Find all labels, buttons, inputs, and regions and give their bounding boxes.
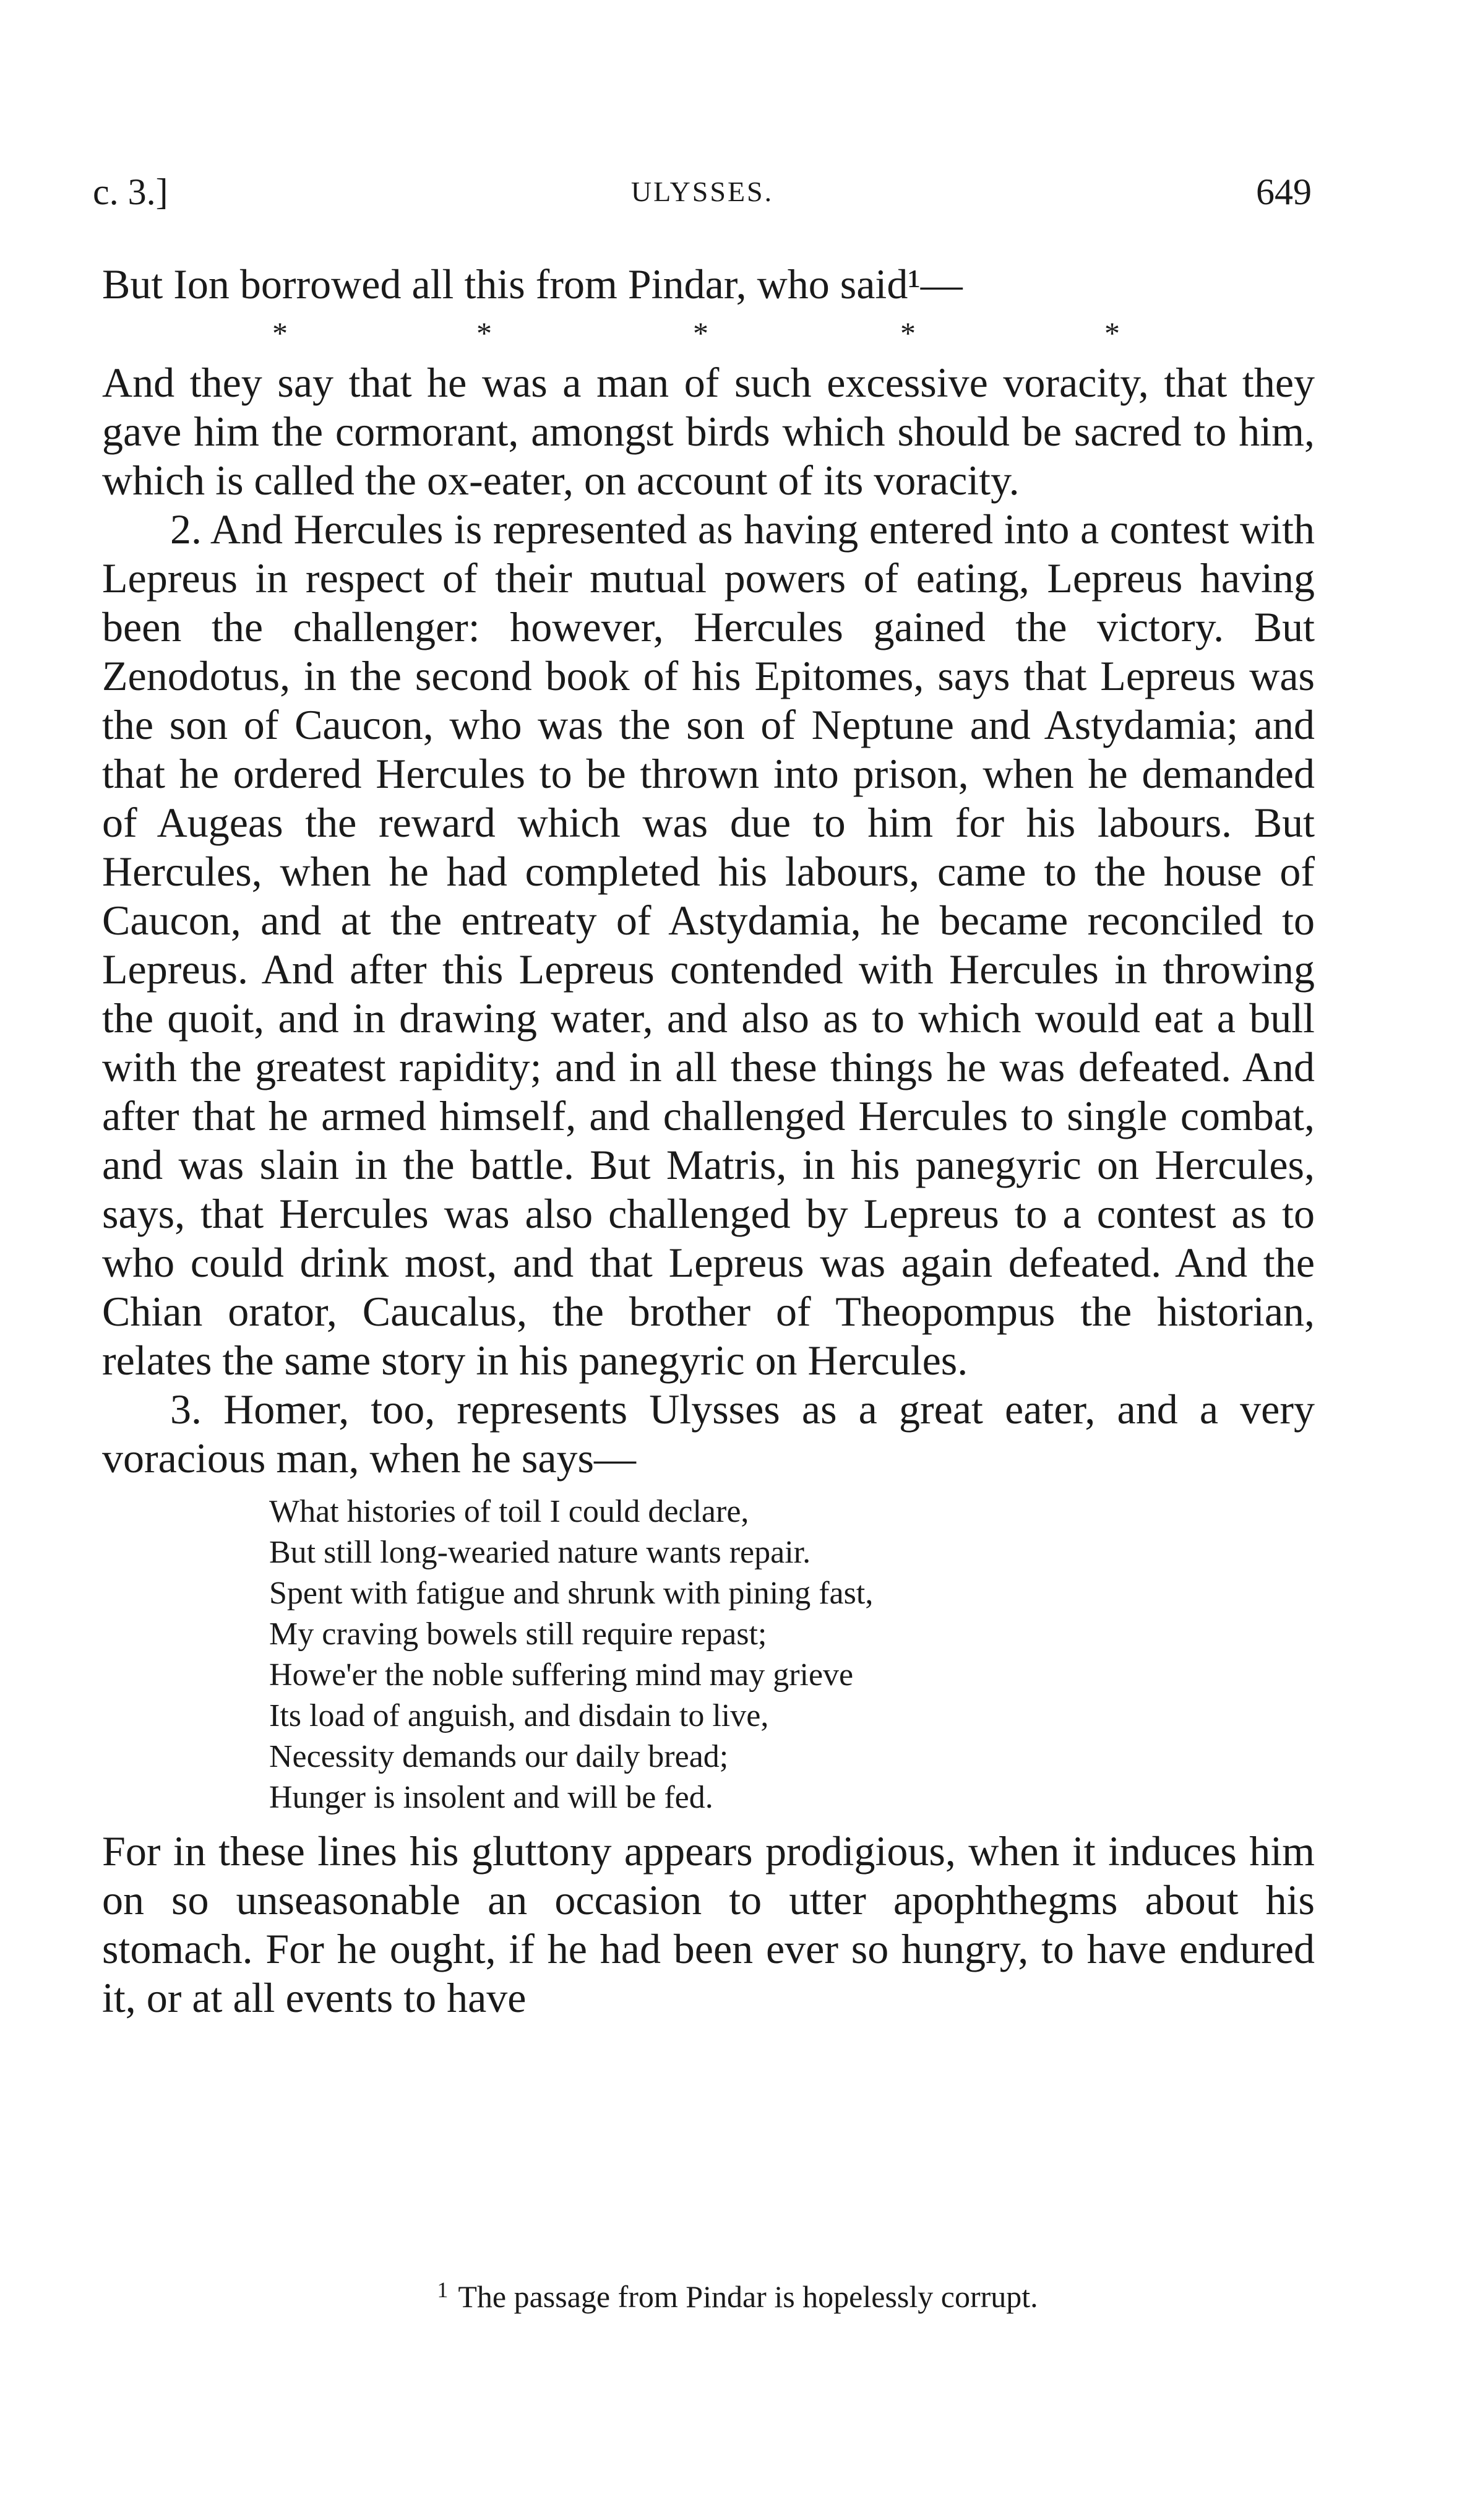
paragraph-3: 3. Homer, too, represents Ulysses as a great eater, and a very voracious man, when he says—	[102, 1386, 1315, 1482]
paragraph-2: 2. And Hercules is represented as having entered into a contest with Lepreus in respect of their mutual powers of eating, Lepreus having been the challenger: however, Hercules gained the victory. But Zenodotus, in the second book of his Epitomes, says that Lepreus was the son of Caucon, who was the son of Neptune and Astydamia; and that he ordered Hercules to be thrown into prison, when he demanded of Augeas the reward which was due to him for his labours. But Hercules, when he had completed his labours, came to the house of Caucon, and at the entreaty of Astydamia, he became reconciled to Lepreus. And after this Lepreus contended with Hercules in throwing the quoit, and in drawing water, and also as to which would eat a bull with the greatest rapidity; and in all these things he was defeated. And after that he armed himself, and challenged Hercules to single combat, and was slain in the battle. But Matris, in his panegyric on Hercules, says, that Hercules was also challenged by Lepreus to a contest as to who could drink most, and that Lepreus was again defeated. And the Chian orator, Caucalus, the brother of Theopompus the historian, relates the same story in his panegyric on Hercules.	[102, 506, 1315, 1384]
paragraph-4: For in these lines his gluttony appears prodigious, when it induces him on so unseasonable an occasion to utter apophthegms about his stomach. For he ought, if he had been ever so hungry, to have endured it, or at all events to have	[102, 1827, 1315, 2021]
paragraph-1: And they say that he was a man of such excessive voracity, that they gave him the cormorant, amongst birds which should be sacred to him, which is called the ox-eater, on account of its voracity.	[102, 359, 1315, 504]
star: *	[900, 316, 916, 350]
intro-line: But Ion borrowed all this from Pindar, who said¹—	[102, 261, 963, 308]
verse-line: My craving bowels still require repast;	[269, 1616, 767, 1652]
verse-line: Its load of anguish, and disdain to live,	[269, 1698, 769, 1733]
star: *	[693, 316, 708, 350]
verse-quotation	[269, 1491, 1315, 1818]
star: *	[476, 316, 492, 350]
running-header	[93, 167, 1312, 217]
running-title: ULYSSES.	[630, 176, 774, 207]
omission-stars	[102, 309, 1315, 358]
star: *	[272, 316, 288, 350]
verse-line: Necessity demands our daily bread;	[269, 1739, 729, 1774]
verse-line: Hunger is insolent and will be fed.	[269, 1780, 713, 1815]
verse-line: Spent with fatigue and shrunk with pining fast,	[269, 1576, 874, 1611]
verse-line: Howe'er the noble suffering mind may grieve	[269, 1657, 854, 1693]
verse-line: What histories of toil I could declare,	[269, 1494, 749, 1529]
footnote-marker: 1	[437, 2277, 449, 2302]
footnote	[0, 2268, 1475, 2318]
main-text	[102, 260, 1315, 2022]
verse-line: But still long-wearied nature wants repair.	[269, 1535, 811, 1570]
footnote-text: The passage from Pindar is hopelessly corrupt.	[458, 2279, 1038, 2314]
page-number: 649	[1256, 171, 1312, 212]
section-reference: c. 3.]	[93, 171, 168, 212]
star: *	[1104, 316, 1120, 350]
